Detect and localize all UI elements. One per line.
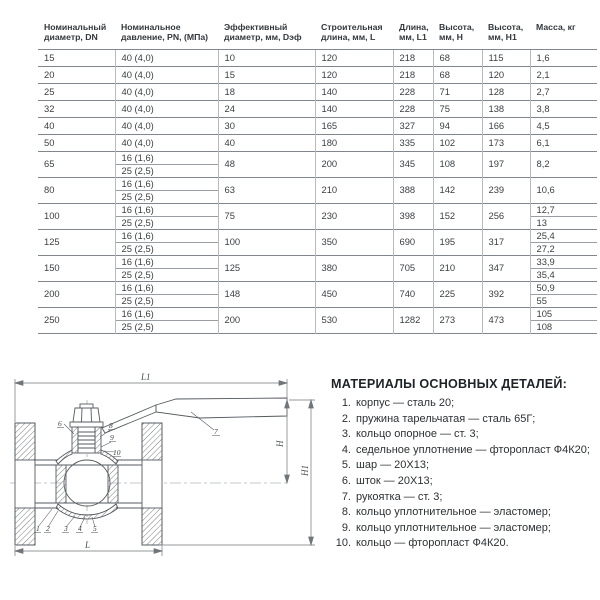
table-cell: 345 — [393, 151, 433, 177]
material-item — [331, 521, 595, 537]
table-cell: 218 — [393, 49, 433, 66]
table-cell: 200 — [38, 281, 115, 307]
table-cell: 63 — [218, 177, 315, 203]
left-flange — [15, 423, 35, 545]
table-cell: 16 (1,6) — [115, 203, 218, 216]
table-cell: 40 — [218, 134, 315, 151]
table-cell: 250 — [38, 307, 115, 333]
table-cell: 94 — [433, 117, 482, 134]
column-header: Высота, мм, H — [439, 22, 475, 43]
table-cell: 140 — [315, 100, 393, 117]
material-item — [331, 474, 595, 490]
dim-label-h1: H1 — [300, 465, 310, 476]
table-cell: 4,5 — [530, 117, 597, 134]
column-header: Длина, мм, L1 — [399, 22, 429, 43]
material-item-text: седельное уплотнение — фторопласт Ф4К20; — [356, 443, 590, 456]
table-cell: 102 — [433, 134, 482, 151]
table-cell: 65 — [38, 151, 115, 177]
table-cell: 16 (1,6) — [115, 151, 218, 164]
table-cell: 20 — [38, 66, 115, 83]
material-item-number: 3. — [341, 428, 351, 441]
table-cell: 24 — [218, 100, 315, 117]
table-cell: 210 — [433, 255, 482, 281]
table-row — [38, 255, 597, 268]
table-cell: 25 (2,5) — [115, 216, 218, 229]
table-cell: 25 (2,5) — [115, 268, 218, 281]
part-label-3: 3 — [64, 524, 68, 533]
table-cell: 327 — [393, 117, 433, 134]
material-item-text: шток — 20Х13; — [356, 474, 433, 487]
table-cell: 71 — [433, 83, 482, 100]
table-cell: 40 — [38, 117, 115, 134]
table-cell: 398 — [393, 203, 433, 229]
materials-section — [331, 377, 595, 552]
table-cell: 150 — [38, 255, 115, 281]
part-label-2: 2 — [46, 524, 50, 533]
part-label-10: 10 — [113, 448, 121, 457]
table-cell: 148 — [218, 281, 315, 307]
materials-list — [331, 396, 595, 552]
table-row — [38, 134, 597, 151]
table-cell: 10 — [218, 49, 315, 66]
table-cell: 740 — [393, 281, 433, 307]
table-cell: 195 — [433, 229, 482, 255]
table-cell: 228 — [393, 83, 433, 100]
table-cell: 335 — [393, 134, 433, 151]
table-cell: 40 (4,0) — [115, 66, 218, 83]
material-item-text: кольцо опорное — ст. 3; — [356, 428, 479, 441]
table-cell: 35,4 — [530, 268, 597, 281]
table-cell: 12,7 — [530, 203, 597, 216]
part-label-9: 9 — [110, 433, 114, 442]
table-row — [38, 100, 597, 117]
table-cell: 3,8 — [530, 100, 597, 117]
table-cell: 25 (2,5) — [115, 164, 218, 177]
table-cell: 200 — [315, 151, 393, 177]
table-cell: 690 — [393, 229, 433, 255]
table-cell: 142 — [433, 177, 482, 203]
table-cell: 120 — [482, 66, 530, 83]
table-cell: 140 — [315, 83, 393, 100]
table-cell: 55 — [530, 294, 597, 307]
left-seat — [56, 465, 66, 503]
column-header: Масса, кг — [536, 22, 576, 32]
material-item-number: 4. — [341, 443, 351, 456]
handle — [102, 398, 287, 433]
part-label-5: 5 — [93, 524, 97, 533]
table-row — [38, 307, 597, 320]
material-item-text: кольцо уплотнительное — эластомер; — [356, 506, 551, 519]
table-cell: 152 — [433, 203, 482, 229]
table-cell: 16 (1,6) — [115, 281, 218, 294]
table-cell: 273 — [433, 307, 482, 333]
table-row — [38, 151, 597, 164]
table-cell: 108 — [433, 151, 482, 177]
material-item-number: 2. — [341, 412, 351, 425]
table-cell: 80 — [38, 177, 115, 203]
material-item — [331, 396, 595, 412]
spec-table — [38, 20, 597, 334]
table-row — [38, 229, 597, 242]
table-cell: 228 — [393, 100, 433, 117]
material-item-number: 7. — [341, 490, 351, 503]
table-cell: 705 — [393, 255, 433, 281]
table-cell: 25 (2,5) — [115, 242, 218, 255]
table-cell: 392 — [482, 281, 530, 307]
table-cell: 25 (2,5) — [115, 190, 218, 203]
table-cell: 2,1 — [530, 66, 597, 83]
table-cell: 138 — [482, 100, 530, 117]
table-cell: 15 — [218, 66, 315, 83]
table-cell: 218 — [393, 66, 433, 83]
table-cell: 40 (4,0) — [115, 100, 218, 117]
table-cell: 125 — [38, 229, 115, 255]
table-cell: 1282 — [393, 307, 433, 333]
bonnet-shell-left — [56, 450, 72, 464]
material-item — [331, 458, 595, 474]
table-cell: 13 — [530, 216, 597, 229]
table-cell: 347 — [482, 255, 530, 281]
table-cell: 200 — [218, 307, 315, 333]
table-cell: 1,6 — [530, 49, 597, 66]
table-cell: 210 — [315, 177, 393, 203]
table-cell: 239 — [482, 177, 530, 203]
table-cell: 100 — [38, 203, 115, 229]
table-cell: 75 — [218, 203, 315, 229]
materials-title: МАТЕРИАЛЫ ОСНОВНЫХ ДЕТАЛЕЙ: — [331, 377, 568, 391]
table-row — [38, 203, 597, 216]
table-cell: 100 — [218, 229, 315, 255]
table-cell: 16 (1,6) — [115, 307, 218, 320]
dim-label-l: L — [85, 540, 91, 550]
table-cell: 30 — [218, 117, 315, 134]
table-cell: 230 — [315, 203, 393, 229]
stem-assembly — [70, 404, 103, 453]
table-cell: 380 — [315, 255, 393, 281]
material-item — [331, 505, 595, 521]
material-item-number: 9. — [341, 521, 351, 534]
dim-label-h: H — [275, 440, 285, 447]
table-cell: 166 — [482, 117, 530, 134]
table-cell: 50 — [38, 134, 115, 151]
table-cell: 16 (1,6) — [115, 177, 218, 190]
table-cell: 40 (4,0) — [115, 134, 218, 151]
table-row — [38, 83, 597, 100]
material-item-text: пружина тарельчатая — сталь 65Г; — [356, 412, 536, 425]
material-item-number: 10. — [335, 537, 351, 550]
header-row — [38, 20, 597, 49]
material-item-text: корпус — сталь 20; — [356, 397, 455, 409]
table-row — [38, 177, 597, 190]
table-cell: 27,2 — [530, 242, 597, 255]
material-item-number: 8. — [341, 506, 351, 519]
part-label-1: 1 — [36, 524, 40, 533]
material-item-number: 6. — [341, 474, 351, 487]
table-cell: 15 — [38, 49, 115, 66]
table-cell: 225 — [433, 281, 482, 307]
table-row — [38, 66, 597, 83]
material-item-text: кольцо уплотнительное — эластомер; — [356, 521, 551, 534]
table-cell: 16 (1,6) — [115, 255, 218, 268]
table-cell: 10,6 — [530, 177, 597, 203]
table-row — [38, 49, 597, 66]
table-cell: 40 (4,0) — [115, 117, 218, 134]
valve-technical-drawing — [8, 372, 316, 584]
table-cell: 18 — [218, 83, 315, 100]
stem-nut — [73, 408, 100, 422]
table-cell: 105 — [530, 307, 597, 320]
table-cell: 197 — [482, 151, 530, 177]
table-cell: 115 — [482, 49, 530, 66]
table-cell: 256 — [482, 203, 530, 229]
material-item — [331, 536, 595, 552]
column-header: Строительная длина, мм, L — [321, 22, 383, 43]
table-cell: 450 — [315, 281, 393, 307]
table-cell: 32 — [38, 100, 115, 117]
table-cell: 40 (4,0) — [115, 83, 218, 100]
table-cell: 350 — [315, 229, 393, 255]
table-cell: 25,4 — [530, 229, 597, 242]
material-item-text: рукоятка — ст. 3; — [356, 490, 443, 503]
valve-body — [15, 398, 287, 545]
table-cell: 68 — [433, 49, 482, 66]
column-header: Эффективный диаметр, мм, Dэф — [224, 22, 302, 43]
table-cell: 180 — [315, 134, 393, 151]
material-item-text: шар — 20Х13; — [356, 459, 430, 472]
table-cell: 125 — [218, 255, 315, 281]
table-cell: 128 — [482, 83, 530, 100]
table-cell: 120 — [315, 49, 393, 66]
spec-table-body — [38, 49, 597, 333]
table-cell: 25 — [38, 83, 115, 100]
table-cell: 108 — [530, 320, 597, 333]
table-cell: 317 — [482, 229, 530, 255]
table-cell: 473 — [482, 307, 530, 333]
table-row — [38, 117, 597, 134]
part-label-4: 4 — [78, 524, 82, 533]
part-label-7: 7 — [214, 427, 218, 436]
part-label-8: 8 — [109, 421, 113, 430]
material-item — [331, 490, 595, 506]
table-cell: 2,7 — [530, 83, 597, 100]
dim-label-l1: L1 — [141, 372, 151, 382]
material-item-number: 5. — [341, 459, 351, 472]
table-cell: 388 — [393, 177, 433, 203]
table-cell: 6,1 — [530, 134, 597, 151]
table-row — [38, 281, 597, 294]
spec-table-header — [38, 20, 597, 49]
table-cell: 68 — [433, 66, 482, 83]
table-cell: 75 — [433, 100, 482, 117]
column-header: Номинальный диаметр, DN — [44, 22, 107, 43]
material-item — [331, 412, 595, 428]
material-item — [331, 427, 595, 443]
right-seat — [108, 465, 118, 503]
table-cell: 173 — [482, 134, 530, 151]
column-header: Высота, мм, H1 — [488, 22, 524, 43]
material-item — [331, 443, 595, 459]
table-cell: 120 — [315, 66, 393, 83]
table-cell: 50,9 — [530, 281, 597, 294]
table-cell: 16 (1,6) — [115, 229, 218, 242]
table-cell: 530 — [315, 307, 393, 333]
table-cell: 165 — [315, 117, 393, 134]
table-cell: 48 — [218, 151, 315, 177]
right-flange — [142, 423, 162, 545]
table-cell: 25 (2,5) — [115, 294, 218, 307]
table-cell: 40 (4,0) — [115, 49, 218, 66]
column-header: Номинальное давление, PN, (МПа) — [121, 22, 209, 43]
part-label-6: 6 — [58, 419, 62, 428]
table-cell: 33,9 — [530, 255, 597, 268]
ball — [64, 460, 110, 506]
material-item-number: 1. — [341, 397, 351, 409]
table-cell: 25 (2,5) — [115, 320, 218, 333]
material-item-text: кольцо — фторопласт Ф4К20. — [356, 537, 509, 550]
table-cell: 8,2 — [530, 151, 597, 177]
